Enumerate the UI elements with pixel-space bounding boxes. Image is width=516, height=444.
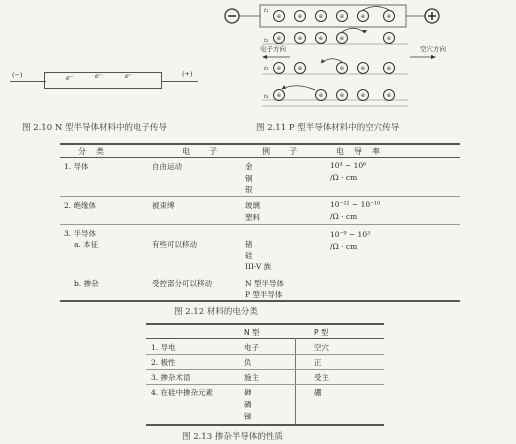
row-dopant-label: 4. 在硅中掺杂元素 [151,388,214,397]
row-insulator-unit: /Ω · cm [330,212,358,221]
row-dopant-n: 砷 [244,388,252,397]
svg-text:t₄: t₄ [264,94,269,100]
row-conduction-n: 电子 [244,343,259,352]
row-doping-term-n: 施主 [244,373,259,382]
row-dopant-p: 硼 [314,388,322,397]
col-header-electrons: 电 子 [182,147,218,156]
electron-direction-label: 电子方向 [260,45,286,53]
row-polarity-p: 正 [314,358,322,367]
row-conductor-category: 1. 导体 [64,162,89,171]
svg-text:e: e [387,65,391,72]
row-dopant-n: 锑 [244,412,252,421]
row-intrinsic-example: 锗 [245,240,253,249]
row-semiconductor-conductivity: 10⁻⁹ ~ 10³ [330,230,371,239]
col-header-examples: 例 子 [262,147,298,156]
semiconductor-box [260,5,406,27]
row-polarity-label: 2. 极性 [151,358,176,367]
row-conductor-example: 银 [245,185,253,194]
figure-2-11-caption: 图 2.11 P 型半导体材料中的空穴传导 [256,123,400,133]
row-doping-term-label: 3. 掺杂术语 [151,373,191,382]
svg-text:e: e [361,92,365,99]
row-insulator-example: 玻璃 [245,201,260,210]
col-header-conductivity: 电 导 率 [336,147,381,156]
svg-text:e: e [387,92,391,99]
row-conductor-example: 铜 [245,174,253,183]
left-wire [10,81,46,82]
svg-text:e: e [387,13,391,20]
svg-text:e: e [340,35,344,42]
row-semiconductor-unit: /Ω · cm [330,242,358,251]
positive-terminal-label: (+) [182,70,193,78]
svg-text:e: e [277,35,281,42]
row-intrinsic-example: 硅 [245,251,253,260]
row-conduction-label: 1. 导电 [151,343,176,352]
figure-2-12-caption: 图 2.12 材料的电分类 [174,307,258,317]
row-polarity-n: 负 [244,358,252,367]
hole-conduction-diagram [222,0,450,112]
svg-text:e: e [298,13,302,20]
row-conduction-p: 空穴 [314,343,329,352]
minus-terminal-icon [225,9,239,23]
electron-label-2: e⁻ [95,72,103,80]
svg-text:e: e [387,35,391,42]
hole-direction-label: 空穴方向 [420,45,446,53]
svg-text:e: e [277,65,281,72]
col-header-category: 分 类 [78,147,105,156]
electron-label-3: e⁻ [125,72,133,80]
row-conductor-electrons: 自由运动 [152,162,182,171]
row-insulator-category: 2. 绝缘体 [64,201,97,210]
row-intrinsic-electrons: 有些可以移动 [152,240,197,249]
row-doped-electrons: 受控部分可以移动 [152,279,212,288]
svg-text:e: e [361,13,365,20]
svg-text:e: e [319,13,323,20]
figure-2-13-caption: 图 2.13 掺杂半导体的性质 [182,432,283,442]
col-header-n-type: N 型 [244,328,260,337]
row-conductor-conductivity: 10⁴ ~ 10⁶ [330,161,367,170]
row-insulator-conductivity: 10⁻²² ~ 10⁻¹⁰ [330,200,381,209]
svg-text:e: e [277,92,281,99]
row-intrinsic-example: III-V 族 [245,262,272,271]
svg-text:e: e [298,65,302,72]
col-header-p-type: P 型 [314,328,329,337]
column-divider [295,338,296,424]
negative-terminal-label: (−) [12,71,23,79]
electron-row-1 [274,11,395,22]
svg-text:e: e [340,13,344,20]
n-type-bar [44,72,162,89]
right-wire [162,81,198,82]
row-semiconductor-category: 3. 半导体 [64,229,97,238]
svg-text:e: e [340,92,344,99]
row-conductor-example: 金 [245,162,253,171]
svg-text:t₁: t₁ [264,8,269,14]
svg-text:e: e [340,65,344,72]
svg-text:t₃: t₃ [264,66,269,72]
row-doping-term-p: 受主 [314,373,329,382]
row-insulator-example: 塑料 [245,213,260,222]
row-doped-example: P 型半导体 [245,290,283,299]
row-insulator-electrons: 被束缚 [152,201,175,210]
electron-label-1: e⁻ [66,74,74,82]
svg-text:e: e [277,13,281,20]
svg-text:t₂: t₂ [264,38,269,44]
row-semiconductor-intrinsic: a. 本征 [74,240,99,249]
plus-terminal-icon [425,9,439,23]
row-conductor-unit: /Ω · cm [330,173,358,182]
svg-text:e: e [319,92,323,99]
svg-text:e: e [298,35,302,42]
svg-text:e: e [319,35,323,42]
row-semiconductor-doped: b. 掺杂 [74,279,99,288]
row-dopant-n: 磷 [244,400,252,409]
svg-text:e: e [361,65,365,72]
row-doped-example: N 型半导体 [245,279,284,288]
figure-2-10-caption: 图 2.10 N 型半导体材料中的电子传导 [22,123,167,133]
